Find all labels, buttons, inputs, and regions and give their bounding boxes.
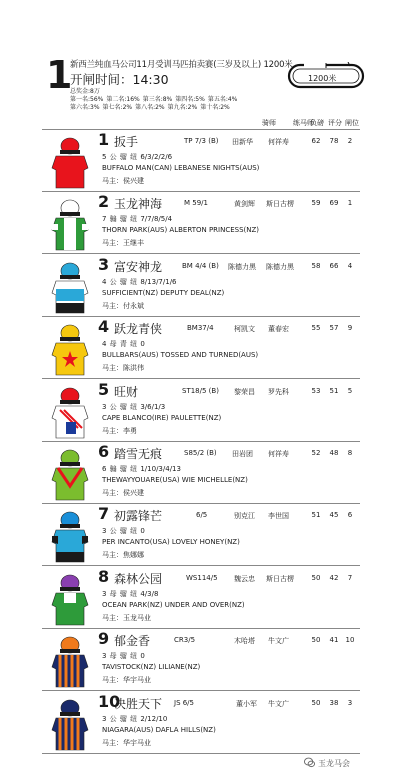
jockey-silk-icon <box>48 508 92 564</box>
pedigree: OCEAN PARK(NZ) UNDER AND OVER(NZ) <box>102 600 245 609</box>
horse-number: 6 <box>98 442 110 461</box>
jockey-silk-icon <box>48 259 92 315</box>
jockey-silk-icon <box>48 321 92 377</box>
prize-5: 第五名:4% <box>207 96 238 103</box>
rating-score: 38 <box>329 698 339 707</box>
horse-name: 森林公园 <box>114 571 163 586</box>
horse-meta: 4 母 青 纽 0 <box>102 340 145 349</box>
horse-number: 1 <box>98 130 110 149</box>
jockey-name: 魏云忠 <box>234 574 255 583</box>
rating-score: 78 <box>329 137 339 145</box>
col-score: 评分 <box>328 119 342 127</box>
owner: 马主：侯兴建 <box>102 489 144 497</box>
jockey-name: 别克江 <box>234 512 255 521</box>
carried-weight: 53 <box>311 386 321 395</box>
jockey-name: 田岩团 <box>232 450 253 458</box>
pedigree: THORN PARK(AUS) ALBERTON PRINCESS(NZ) <box>102 226 260 235</box>
pedigree: TAVISTOCK(NZ) LILIANE(NZ) <box>102 663 201 672</box>
trainer-name: 斯日古楞 <box>266 200 294 209</box>
owner: 马主：玉龙马业 <box>102 613 151 622</box>
prize-1: 第一名:56% <box>70 96 104 103</box>
horse-number: 8 <box>98 566 110 586</box>
col-gate: 闸位 <box>345 119 359 127</box>
race-header <box>0 0 400 128</box>
pedigree: THEWAYYOUARE(USA) WIE MICHELLE(NZ) <box>102 476 248 484</box>
horse-name: 跃龙青侠 <box>114 322 163 337</box>
trainer-name: 陈德力黑 <box>266 262 294 271</box>
horse-number: 5 <box>98 379 110 399</box>
entry-row[interactable] <box>42 629 360 691</box>
class-rating: CR3/5 <box>174 636 196 645</box>
rating-score: 69 <box>329 199 339 208</box>
carried-weight: 55 <box>311 324 321 333</box>
jockey-name: 陈德力黑 <box>228 262 256 271</box>
class-rating: WS114/5 <box>186 573 218 582</box>
jockey-name: 黎荣昌 <box>234 387 255 396</box>
prize-6: 第六名:3% <box>70 104 100 111</box>
gate-number: 6 <box>347 511 353 520</box>
horse-name: 初露锋芒 <box>114 509 163 524</box>
horse-meta: 3 公 骝 纽 2/12/10 <box>102 714 168 723</box>
trainer-name: 何祥寿 <box>268 138 289 146</box>
trainer-name: 何祥寿 <box>268 450 289 458</box>
jockey-silk-icon <box>48 196 92 252</box>
entry-row[interactable] <box>42 192 360 254</box>
jockey-silk-icon <box>48 384 92 440</box>
owner: 马主：侯兴建 <box>102 177 144 185</box>
gate-number: 5 <box>347 386 353 395</box>
rating-score: 51 <box>329 386 339 395</box>
entry-row[interactable] <box>42 130 360 192</box>
owner: 马主：王继丰 <box>102 239 144 248</box>
jockey-silk-icon <box>48 571 92 627</box>
prize-3: 第三名:8% <box>142 96 173 103</box>
carried-weight: 58 <box>311 261 321 270</box>
horse-meta: 3 公 骝 纽 3/6/1/3 <box>102 402 166 411</box>
purse: 总奖金:8万 <box>70 88 100 95</box>
jockey-name: 董小军 <box>236 699 257 708</box>
prize-9: 第九名:2% <box>167 104 198 111</box>
prize-7: 第七名:2% <box>102 104 133 111</box>
rating-score: 66 <box>329 261 339 270</box>
prize-2: 第二名:16% <box>106 96 140 103</box>
carried-weight: 50 <box>311 698 321 707</box>
col-jockey: 骑师 <box>262 119 276 127</box>
horse-meta: 4 公 骝 纽 8/13/7/1/6 <box>102 277 177 286</box>
prize-row-2 <box>70 102 233 111</box>
horse-number: 2 <box>98 192 110 212</box>
entry-row[interactable] <box>42 504 360 566</box>
col-weight: 负磅 <box>310 119 324 127</box>
horse-number: 7 <box>98 504 110 524</box>
horse-name: 玉龙神海 <box>114 197 163 212</box>
pedigree: SUFFICIENT(NZ) DEPUTY DEAL(NZ) <box>102 288 225 297</box>
entry-row[interactable] <box>42 567 360 629</box>
race-title: 新西兰纯血马公司11月受训马匹拍卖赛(三岁及以上) 1200米 <box>70 60 293 70</box>
owner: 马主：华宇马业 <box>102 676 151 685</box>
horse-number: 4 <box>98 317 110 337</box>
owner: 马主：付永斌 <box>102 301 144 310</box>
trainer-name: 斯日古楞 <box>266 574 294 583</box>
gate-number: 8 <box>347 449 353 457</box>
jockey-silk-icon <box>48 696 92 752</box>
prize-8: 第八名:2% <box>135 104 165 111</box>
pedigree: NIAGARA(AUS) DAFLA HILLS(NZ) <box>102 725 216 734</box>
class-rating: BM37/4 <box>187 324 214 333</box>
watermark: 玉龙马会 <box>318 759 350 768</box>
jockey-name: 柯凯文 <box>234 325 255 334</box>
trainer-name: 李世国 <box>268 512 289 521</box>
pedigree: CAPE BLANCO(IRE) PAULETTE(NZ) <box>102 413 222 422</box>
horse-number: 9 <box>98 629 110 649</box>
carried-weight: 50 <box>311 573 321 582</box>
entry-row[interactable] <box>42 255 360 317</box>
gate-number: 10 <box>345 636 355 645</box>
class-rating: ST18/5 (B) <box>182 386 219 395</box>
rating-score: 48 <box>329 449 339 457</box>
rating-score: 57 <box>329 324 339 333</box>
carried-weight: 51 <box>311 511 321 520</box>
owner: 马主：华宇马业 <box>102 738 151 747</box>
horse-meta: 3 公 骝 纽 0 <box>102 527 145 536</box>
class-rating: S85/2 (B) <box>184 449 217 457</box>
col-trainer: 练马师 <box>293 119 314 127</box>
jockey-silk-icon <box>48 134 92 190</box>
gate-number: 3 <box>347 698 353 707</box>
pedigree: PER INCANTO(USA) LOVELY HONEY(NZ) <box>102 538 240 547</box>
rating-score: 42 <box>329 573 339 582</box>
race-number: 1 <box>46 53 73 97</box>
carried-weight: 52 <box>311 449 321 457</box>
carried-weight: 59 <box>311 199 321 208</box>
horse-meta: 5 公 骝 纽 6/3/2/2/6 <box>102 153 173 161</box>
carried-weight: 50 <box>311 636 321 645</box>
prize-4: 第四名:5% <box>175 96 205 103</box>
horse-meta: 6 骟 骝 纽 1/10/3/4/13 <box>102 465 181 473</box>
entry-row[interactable] <box>42 317 360 379</box>
gate-number: 4 <box>347 261 353 270</box>
horse-name: 旺财 <box>114 384 139 399</box>
jockey-name: 木哈塔 <box>234 637 255 646</box>
class-rating: JS 6/5 <box>174 698 194 707</box>
track-distance: 1200米 <box>308 74 337 83</box>
gate-number: 9 <box>347 324 353 333</box>
trainer-name: 牛文广 <box>268 637 289 646</box>
horse-number: 10 <box>98 691 121 711</box>
horse-meta: 7 骟 骝 纽 7/7/8/5/4 <box>102 215 173 224</box>
wechat-icon <box>304 757 315 768</box>
owner: 马主：焦娜娜 <box>102 551 144 560</box>
carried-weight: 62 <box>311 137 321 145</box>
trainer-name: 罗先科 <box>268 387 289 396</box>
pedigree: BUFFALO MAN(CAN) LEBANESE NIGHTS(AUS) <box>102 164 260 172</box>
jockey-name: 黄剑辉 <box>234 200 255 209</box>
horse-name: 踏雪无痕 <box>114 447 163 461</box>
gate-number: 2 <box>347 137 353 145</box>
owner: 马主：李勇 <box>102 426 137 435</box>
jockey-silk-icon <box>48 446 92 502</box>
horse-number: 3 <box>98 254 110 274</box>
horse-name: 富安神龙 <box>114 259 163 274</box>
horse-meta: 3 母 骝 纽 4/3/8 <box>102 589 159 598</box>
gate-number: 7 <box>347 573 353 582</box>
owner: 马主：陈洪伟 <box>102 364 144 373</box>
class-rating: M 59/1 <box>184 199 208 208</box>
rating-score: 41 <box>329 636 339 645</box>
horse-name: 郁金香 <box>114 634 151 649</box>
pedigree: BULLBARS(AUS) TOSSED AND TURNED(AUS) <box>102 351 259 360</box>
entry-row[interactable] <box>42 692 360 754</box>
trainer-name: 牛文广 <box>268 699 289 708</box>
entry-row[interactable] <box>42 442 360 504</box>
prize-10: 第十名:2% <box>200 104 230 111</box>
jockey-name: 田新华 <box>232 138 253 146</box>
class-rating: TP 7/3 (B) <box>184 137 219 145</box>
rating-score: 45 <box>329 511 339 520</box>
entry-row[interactable] <box>42 380 360 442</box>
horse-meta: 3 母 骝 纽 0 <box>102 652 145 661</box>
trainer-name: 董春宏 <box>268 325 289 334</box>
class-rating: 6/5 <box>196 511 208 520</box>
class-rating: BM 4/4 (B) <box>182 261 219 270</box>
start-time: 开闸时间：14:30 <box>70 72 169 87</box>
jockey-silk-icon <box>48 633 92 689</box>
horse-name: 决胜天下 <box>114 696 163 711</box>
gate-number: 1 <box>347 199 353 208</box>
horse-name: 扳手 <box>114 135 139 149</box>
